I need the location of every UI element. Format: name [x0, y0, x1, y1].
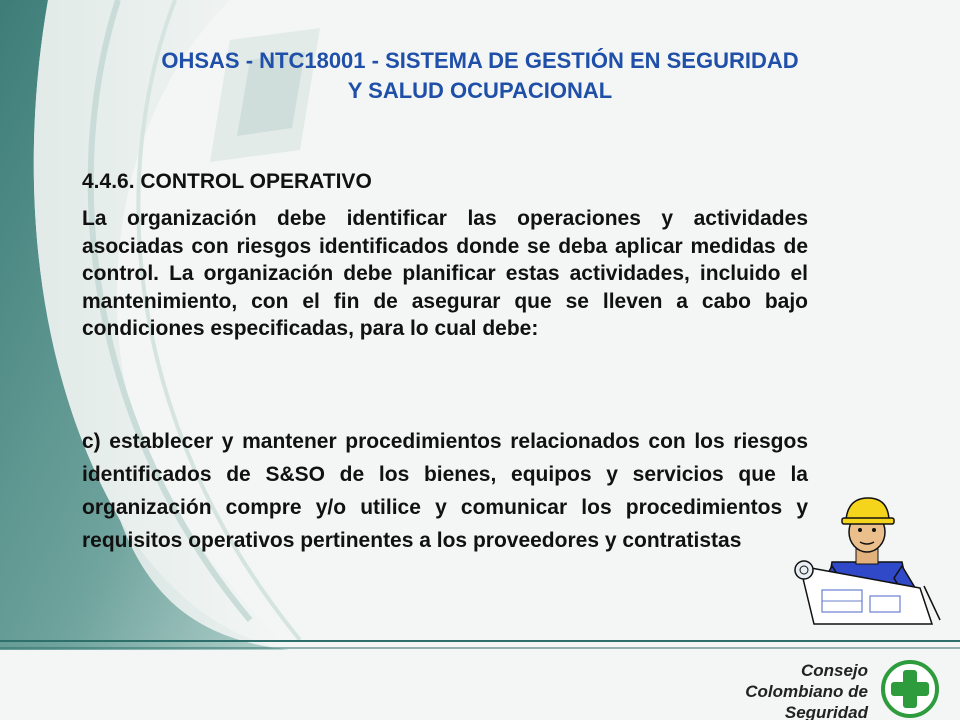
logo-line1: Consejo — [800, 661, 868, 680]
paragraph-intro: La organización debe identificar las operaciones y actividades asociadas con riesgos identificados donde se deba aplicar medidas de control. La organización debe planificar estas actividades, incluido el mantenimiento, con el fin de asegurar que se lleven a cabo bajo condiciones especificadas, para lo cual debe: — [82, 207, 808, 340]
footer-divider — [0, 638, 960, 652]
worker-with-blueprint-illustration — [792, 490, 942, 626]
section-heading: 4.4.6. CONTROL OPERATIVO — [82, 170, 372, 193]
logo-line3: Seguridad — [784, 703, 868, 720]
slide-title-line1: OHSAS - NTC18001 - SISTEMA DE GESTIÓN EN SEGURIDAD — [161, 48, 799, 73]
slide-title — [70, 46, 890, 106]
logo-line2: Colombiano de — [745, 682, 868, 701]
paragraph-item-c: c) establecer y mantener procedimientos relacionados con los riesgos identificados de S&SO de los bienes, equipos y servicios que la organización compre y/o utilice y comunicar los procedimientos y requisitos operativos pertinentes a los proveedores y contratistas — [82, 430, 808, 552]
organization-logo-text — [740, 660, 868, 720]
green-cross-logo-icon — [881, 660, 939, 718]
slide-title-line2: Y SALUD OCUPACIONAL — [347, 78, 613, 103]
